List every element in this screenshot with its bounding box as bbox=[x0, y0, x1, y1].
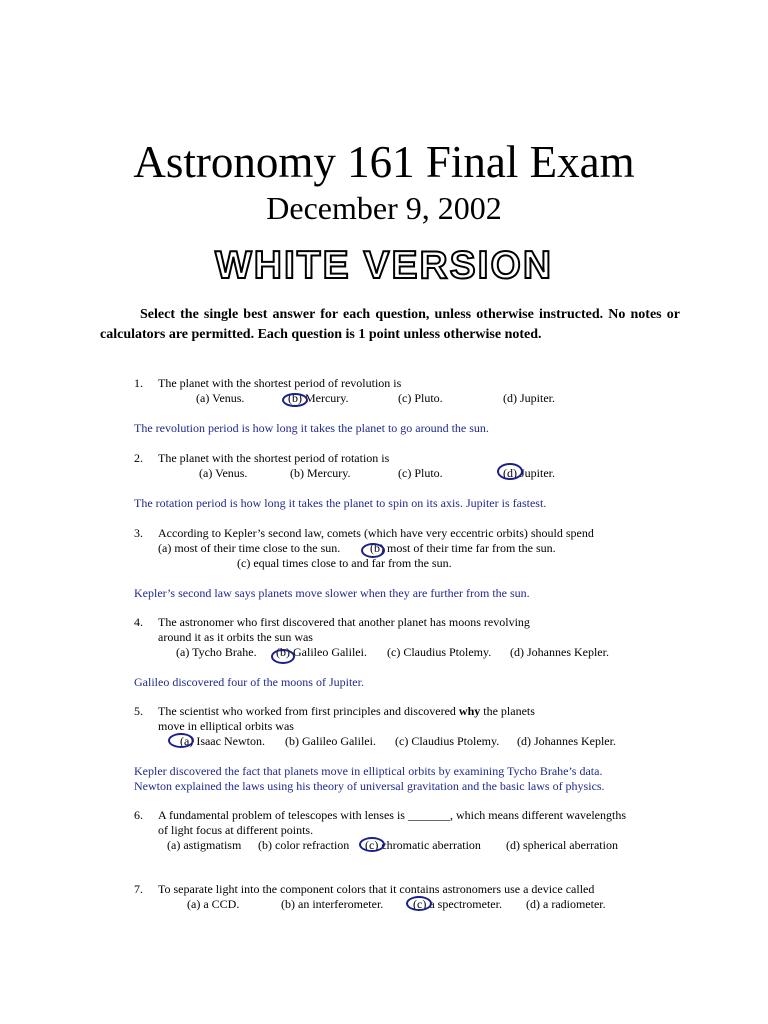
option-b: (b) an interferometer. bbox=[281, 897, 384, 911]
explanation: Kepler’s second law says planets move slower when they are further from the sun. bbox=[134, 586, 530, 600]
question-3 bbox=[134, 526, 594, 541]
question-4-line2 bbox=[134, 630, 313, 645]
question-text: The planet with the shortest period of revolution is bbox=[158, 376, 402, 390]
question-7 bbox=[134, 882, 594, 897]
question-text-line2: around it as it orbits the sun was bbox=[158, 630, 313, 644]
question-text-bold: why bbox=[458, 704, 481, 718]
question-number: 4. bbox=[134, 615, 143, 629]
instructions: Select the single best answer for each question, unless otherwise instructed. No notes or calculators are permitted. Each question is 1 point unless otherwise noted. bbox=[100, 307, 680, 342]
question-text: The planet with the shortest period of rotation is bbox=[158, 451, 390, 465]
question-5 bbox=[134, 704, 535, 719]
question-number: 1. bbox=[134, 376, 143, 390]
option-c: (c) a spectrometer. bbox=[413, 897, 502, 911]
answer-circle-icon bbox=[361, 543, 385, 558]
option-c: (c) Pluto. bbox=[398, 466, 443, 480]
question-6 bbox=[134, 808, 626, 823]
option-b: (b) Galileo Galilei. bbox=[285, 734, 376, 748]
question-number: 3. bbox=[134, 526, 143, 540]
option-b: (b) most of their time far from the sun. bbox=[370, 541, 556, 555]
option-d: (d) Jupiter. bbox=[503, 466, 555, 480]
option-b: (b) Galileo Galilei. bbox=[276, 645, 367, 659]
question-text: According to Kepler’s second law, comets (which have very eccentric orbits) should spend bbox=[158, 526, 594, 540]
answer-circle-icon bbox=[359, 837, 385, 852]
option-a: (a) Venus. bbox=[199, 466, 248, 480]
option-d: (d) Johannes Kepler. bbox=[517, 734, 616, 748]
question-text: To separate light into the component colors that it contains astronomers use a device called bbox=[158, 882, 595, 896]
question-4 bbox=[134, 615, 530, 630]
answer-circle-icon bbox=[282, 393, 308, 407]
question-text-line1: The astronomer who first discovered that another planet has moons revolving bbox=[158, 615, 530, 629]
option-a: (a) Venus. bbox=[196, 391, 245, 405]
exam-version: WHITE VERSION bbox=[214, 244, 554, 287]
option-a: (a) Tycho Brahe. bbox=[176, 645, 257, 659]
option-d: (d) spherical aberration bbox=[506, 838, 618, 852]
option-b: (b) Mercury. bbox=[290, 466, 351, 480]
question-5-line2 bbox=[134, 719, 294, 734]
option-c: (c) equal times close to and far from the sun. bbox=[237, 556, 452, 570]
question-text-line2: move in elliptical orbits was bbox=[158, 719, 294, 733]
question-number: 7. bbox=[134, 882, 143, 896]
question-text-before: The scientist who worked from first principles and discovered bbox=[158, 704, 459, 718]
question-text-line2: of light focus at different points. bbox=[158, 823, 314, 837]
option-d: (d) Johannes Kepler. bbox=[510, 645, 609, 659]
explanation: Galileo discovered four of the moons of Jupiter. bbox=[134, 675, 364, 689]
option-d: (d) Jupiter. bbox=[503, 391, 555, 405]
explanation: The rotation period is how long it takes the planet to spin on its axis. Jupiter is fastest. bbox=[134, 496, 547, 510]
option-c: (c) Pluto. bbox=[398, 391, 443, 405]
exam-date: December 9, 2002 bbox=[266, 190, 502, 226]
explanation-line1: Kepler discovered the fact that planets move in elliptical orbits by examining Tycho Brahe’s data. bbox=[134, 764, 603, 778]
option-c: (c) Claudius Ptolemy. bbox=[387, 645, 492, 659]
question-text-line1: A fundamental problem of telescopes with lenses is _______, which means different wavelengths bbox=[158, 808, 626, 822]
question-number: 5. bbox=[134, 704, 143, 718]
option-b: (b) Mercury. bbox=[288, 391, 349, 405]
option-c: (c) chromatic aberration bbox=[365, 838, 481, 852]
option-a: (a) Isaac Newton. bbox=[180, 734, 265, 748]
explanation: The revolution period is how long it takes the planet to go around the sun. bbox=[134, 421, 489, 435]
exam-title: Astronomy 161 Final Exam bbox=[133, 137, 635, 187]
answer-circle-icon bbox=[497, 463, 523, 480]
answer-circle-icon bbox=[406, 896, 432, 911]
answer-circle-icon bbox=[271, 649, 295, 664]
answer-circle-icon bbox=[168, 733, 194, 748]
question-text-after: the planets bbox=[480, 704, 535, 718]
option-b: (b) color refraction bbox=[258, 838, 350, 852]
explanation-line2: Newton explained the laws using his theory of universal gravitation and the basic laws of physics. bbox=[134, 779, 605, 793]
question-2 bbox=[134, 451, 389, 466]
option-a: (a) a CCD. bbox=[187, 897, 240, 911]
option-c: (c) Claudius Ptolemy. bbox=[395, 734, 500, 748]
option-a: (a) most of their time close to the sun. bbox=[158, 541, 341, 555]
question-6-line2 bbox=[134, 823, 313, 838]
question-1 bbox=[134, 376, 401, 391]
question-number: 6. bbox=[134, 808, 143, 822]
question-number: 2. bbox=[134, 451, 143, 465]
option-d: (d) a radiometer. bbox=[526, 897, 606, 911]
option-a: (a) astigmatism bbox=[167, 838, 242, 852]
